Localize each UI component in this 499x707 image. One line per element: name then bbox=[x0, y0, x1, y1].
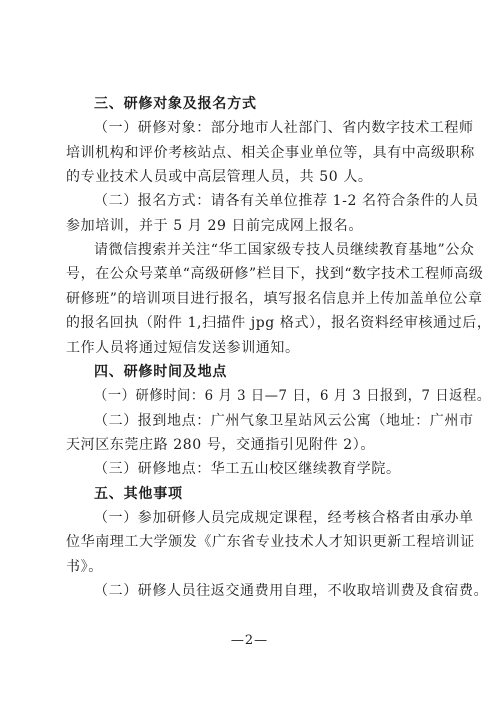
section-4-p1: （一）研修时间：6 月 3 日—7 日，6 月 3 日报到，7 日返程。 bbox=[94, 388, 491, 404]
section-3-p3-line-5: 工作人员将通过短信发送参训通知。 bbox=[66, 340, 300, 356]
section-5-p1-line-3: 书》。 bbox=[66, 559, 103, 575]
page-number: —2— bbox=[230, 633, 269, 648]
section-5-p2: （二）研修人员往返交通费用自理，不收取培训费及食宿费。 bbox=[94, 583, 489, 599]
section-4-p2-line-2: 天河区东莞庄路 280 号，交通指引见附件 2）。 bbox=[66, 437, 375, 453]
section-3-p1-line-2: 培训机构和评价考核站点、相关企事业单位等，具有中高级职称 bbox=[66, 145, 475, 161]
section-3-heading: 三、研修对象及报名方式 bbox=[94, 96, 257, 112]
section-5-p1-line-2: 位华南理工大学颁发《广东省专业技术人才知识更新工程培训证 bbox=[66, 534, 475, 550]
section-3-p1-line-3: 的专业技术人员或中高层管理人员，共 50 人。 bbox=[66, 169, 373, 185]
section-4-p3: （三）研修地点：华工五山校区继续教育学院。 bbox=[94, 461, 401, 477]
section-5-p1-line-1: （一）参加研修人员完成规定课程，经考核合格者由承办单 bbox=[94, 510, 474, 526]
section-4-p2-line-1: （二）报到地点：广州气象卫星站风云公寓（地址：广州市 bbox=[94, 413, 474, 429]
section-3-p3-line-1: 请微信搜索并关注“华工国家级专技人员继续教育基地”公众 bbox=[94, 242, 475, 258]
section-5-heading: 五、其他事项 bbox=[94, 486, 183, 502]
section-3-p2-line-1: （二）报名方式：请各有关单位推荐 1-2 名符合条件的人员 bbox=[94, 193, 479, 209]
section-3-p2-line-2: 参加培训，并于 5 月 29 日前完成网上报名。 bbox=[66, 218, 363, 234]
section-3-p3-line-2: 号，在公众号菜单“高级研修”栏目下，找到“数字技术工程师高级 bbox=[66, 266, 484, 282]
section-3-p1-line-1: （一）研修对象：部分地市人社部门、省内数字技术工程师 bbox=[94, 120, 474, 136]
section-3-p3-line-4: 的报名回执（附件 1,扫描件 jpg 格式），报名资料经审核通过后， bbox=[66, 315, 492, 331]
section-4-heading: 四、研修时间及地点 bbox=[94, 364, 228, 380]
section-3-p3-line-3: 研修班”的培训项目进行报名，填写报名信息并上传加盖单位公章 bbox=[66, 291, 483, 307]
